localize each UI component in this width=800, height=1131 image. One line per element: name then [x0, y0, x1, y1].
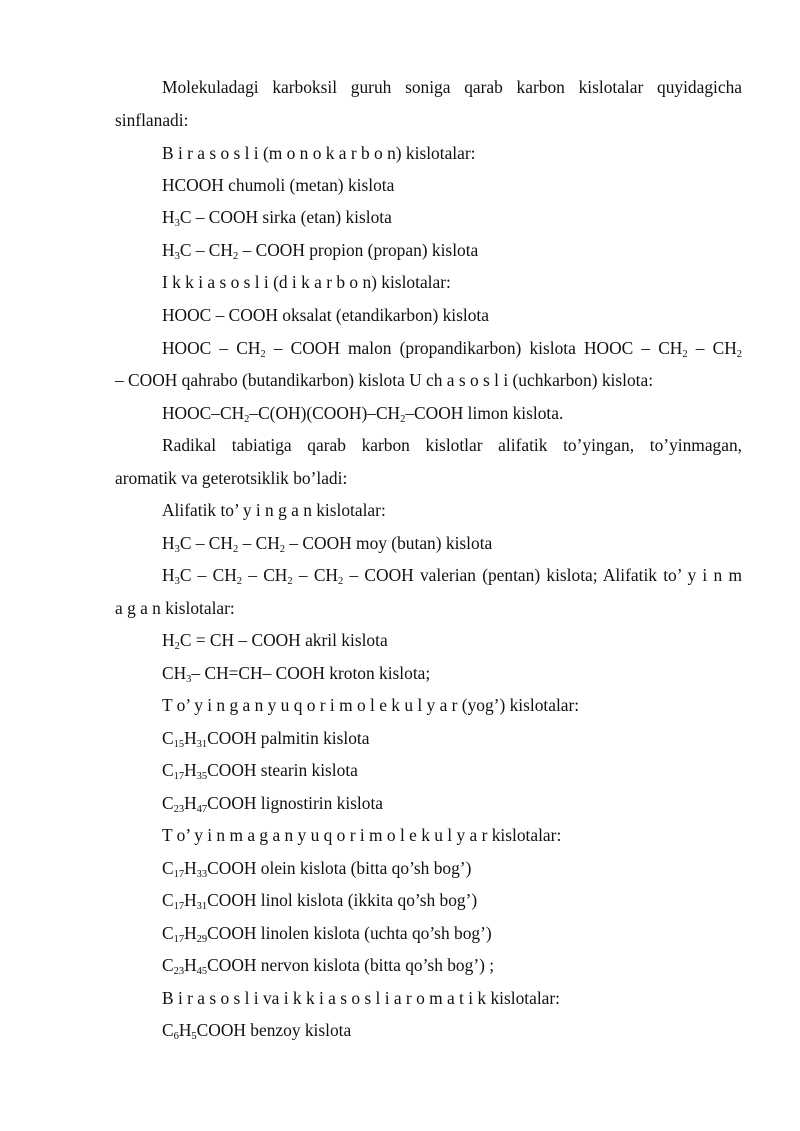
text-run: COOH benzoy kislota: [196, 1020, 352, 1040]
paragraph-line: [115, 467, 742, 489]
subscript: 31: [196, 901, 208, 912]
subscript: 45: [196, 966, 208, 977]
text-run: H: [184, 923, 197, 943]
formula-line: [162, 402, 563, 424]
subscript: 2: [232, 251, 239, 262]
subscript: 2: [400, 414, 406, 425]
section-heading: [162, 824, 561, 846]
text-run: COOH palmitin kislota: [207, 728, 370, 748]
subscript: 2: [682, 349, 688, 360]
paragraph-line: [162, 76, 742, 98]
subscript: 35: [196, 771, 208, 782]
text-run: B i r a s o s l i va i k k i a s o s l i a r o m a t i k kislotalar:: [162, 988, 561, 1008]
subscript: 33: [196, 869, 208, 880]
formula-line: [162, 889, 477, 911]
text-run: H: [184, 760, 197, 780]
text-run: – COOH malon (propandikarbon) kislota HOOC – CH: [265, 338, 683, 358]
text-run: C: [162, 955, 174, 975]
text-run: H: [184, 890, 197, 910]
subscript: 17: [173, 901, 185, 912]
text-run: CH: [162, 663, 187, 683]
text-run: HOOC–CH: [162, 403, 245, 423]
subscript: 2: [236, 576, 243, 587]
subscript: 17: [173, 771, 185, 782]
text-run: COOH lignostirin kislota: [207, 793, 384, 813]
text-run: C: [162, 1020, 174, 1040]
text-run: H: [178, 1020, 192, 1040]
text-run: – COOH propion (propan) kislota: [238, 240, 479, 260]
text-run: C: [162, 728, 174, 748]
subscript: 2: [260, 349, 266, 360]
formula-line: [162, 922, 492, 944]
formula-line: [162, 857, 471, 879]
formula-line: [162, 304, 489, 326]
subscript: 15: [173, 739, 185, 750]
section-heading: [115, 597, 742, 619]
text-run: H: [162, 207, 175, 227]
text-run: T o’ y i n g a n y u q o r i m o l e k u l y a r (yog’) kislotalar:: [162, 695, 580, 715]
formula-line: [162, 532, 492, 554]
text-run: HOOC – CH: [162, 338, 261, 358]
text-run: HCOOH chumoli (metan) kislota: [162, 175, 395, 195]
text-run: Molekuladagi karboksil guruh soniga qarab karbon kislotalar quyidagicha: [162, 77, 742, 97]
text-run: H: [162, 533, 175, 553]
text-run: H: [184, 728, 197, 748]
formula-line: [162, 337, 742, 359]
subscript: 47: [196, 804, 208, 815]
subscript: 2: [174, 641, 180, 652]
subscript: 3: [174, 544, 180, 555]
formula-line: [162, 564, 742, 586]
text-run: COOH nervon kislota (bitta qo’sh bog’) ;: [207, 955, 495, 975]
text-run: C – CH: [179, 533, 233, 553]
formula-line: [162, 792, 383, 814]
section-heading: [162, 499, 386, 521]
text-run: – CH: [687, 338, 737, 358]
subscript: 2: [287, 576, 293, 587]
subscript: 23: [173, 804, 185, 815]
text-run: COOH stearin kislota: [207, 760, 358, 780]
text-run: – CH: [292, 565, 338, 585]
text-run: COOH olein kislota (bitta qo’sh bog’): [207, 858, 472, 878]
section-heading: [162, 142, 475, 164]
subscript: 17: [173, 934, 185, 945]
subscript: 2: [279, 544, 286, 555]
text-run: – CH=CH– COOH kroton kislota;: [191, 663, 431, 683]
section-heading: [162, 694, 579, 716]
formula-line: [162, 662, 430, 684]
text-run: HOOC – COOH oksalat (etandikarbon) kislota: [162, 305, 489, 325]
formula-line: [162, 759, 358, 781]
formula-line: [162, 1019, 351, 1041]
text-run: aromatik va geterotsiklik bo’ladi:: [115, 468, 348, 488]
subscript: 3: [174, 218, 180, 229]
formula-line: [162, 629, 388, 651]
text-run: I k k i a s o s l i (d i k a r b o n) kislotalar:: [162, 272, 451, 292]
text-run: Radikal tabiatiga qarab karbon kislotlar alifatik to’yingan, to’yinmagan,: [162, 435, 742, 455]
paragraph-line: [162, 434, 742, 456]
paragraph-line: [115, 109, 742, 131]
subscript: 31: [196, 739, 208, 750]
formula-line: [162, 954, 494, 976]
text-run: H: [162, 630, 175, 650]
text-run: Alifatik to’ y i n g a n kislotalar:: [162, 500, 386, 520]
text-run: C: [162, 858, 174, 878]
text-run: C: [162, 890, 174, 910]
text-run: COOH linolen kislota (uchta qo’sh bog’): [207, 923, 492, 943]
text-run: – CH: [242, 565, 288, 585]
text-run: H: [184, 858, 197, 878]
subscript: 29: [196, 934, 208, 945]
formula-line: [162, 239, 478, 261]
text-run: –COOH limon kislota.: [405, 403, 564, 423]
subscript: 3: [174, 576, 180, 587]
formula-line: [115, 369, 742, 391]
subscript: 2: [232, 544, 239, 555]
formula-line: [162, 206, 392, 228]
subscript: 3: [186, 674, 192, 685]
subscript: 6: [173, 1031, 179, 1042]
text-run: C = CH – COOH akril kislota: [179, 630, 388, 650]
subscript: 2: [736, 349, 742, 360]
formula-line: [162, 727, 369, 749]
subscript: 2: [244, 414, 250, 425]
text-run: H: [184, 793, 197, 813]
subscript: 5: [191, 1031, 197, 1042]
text-run: –C(OH)(COOH)–CH: [249, 403, 401, 423]
subscript: 17: [173, 869, 185, 880]
text-run: B i r a s o s l i (m o n o k a r b o n) kislotalar:: [162, 143, 476, 163]
section-heading: [162, 271, 451, 293]
subscript: 23: [173, 966, 185, 977]
formula-line: [162, 174, 394, 196]
text-run: C: [162, 760, 174, 780]
text-run: T o’ y i n m a g a n y u q o r i m o l e k u l y a r kislotalar:: [162, 825, 562, 845]
text-run: sinflanadi:: [115, 110, 189, 130]
text-run: H: [184, 955, 197, 975]
text-run: a g a n kislotalar:: [115, 598, 235, 618]
subscript: 2: [337, 576, 344, 587]
subscript: 3: [174, 251, 180, 262]
text-run: H: [162, 240, 175, 260]
text-run: – COOH valerian (pentan) kislota; Alifatik to’ y i n m: [343, 565, 742, 585]
text-run: COOH linol kislota (ikkita qo’sh bog’): [207, 890, 478, 910]
text-run: C – COOH sirka (etan) kislota: [179, 207, 392, 227]
text-run: – COOH moy (butan) kislota: [285, 533, 493, 553]
text-run: C: [162, 793, 174, 813]
text-run: – COOH qahrabo (butandikarbon) kislota U ch a s o s l i (uchkarbon) kislota:: [115, 370, 654, 390]
text-run: H: [162, 565, 175, 585]
text-run: – CH: [238, 533, 280, 553]
text-run: C – CH: [179, 240, 233, 260]
text-run: C – CH: [179, 565, 237, 585]
section-heading: [162, 987, 560, 1009]
text-run: C: [162, 923, 174, 943]
